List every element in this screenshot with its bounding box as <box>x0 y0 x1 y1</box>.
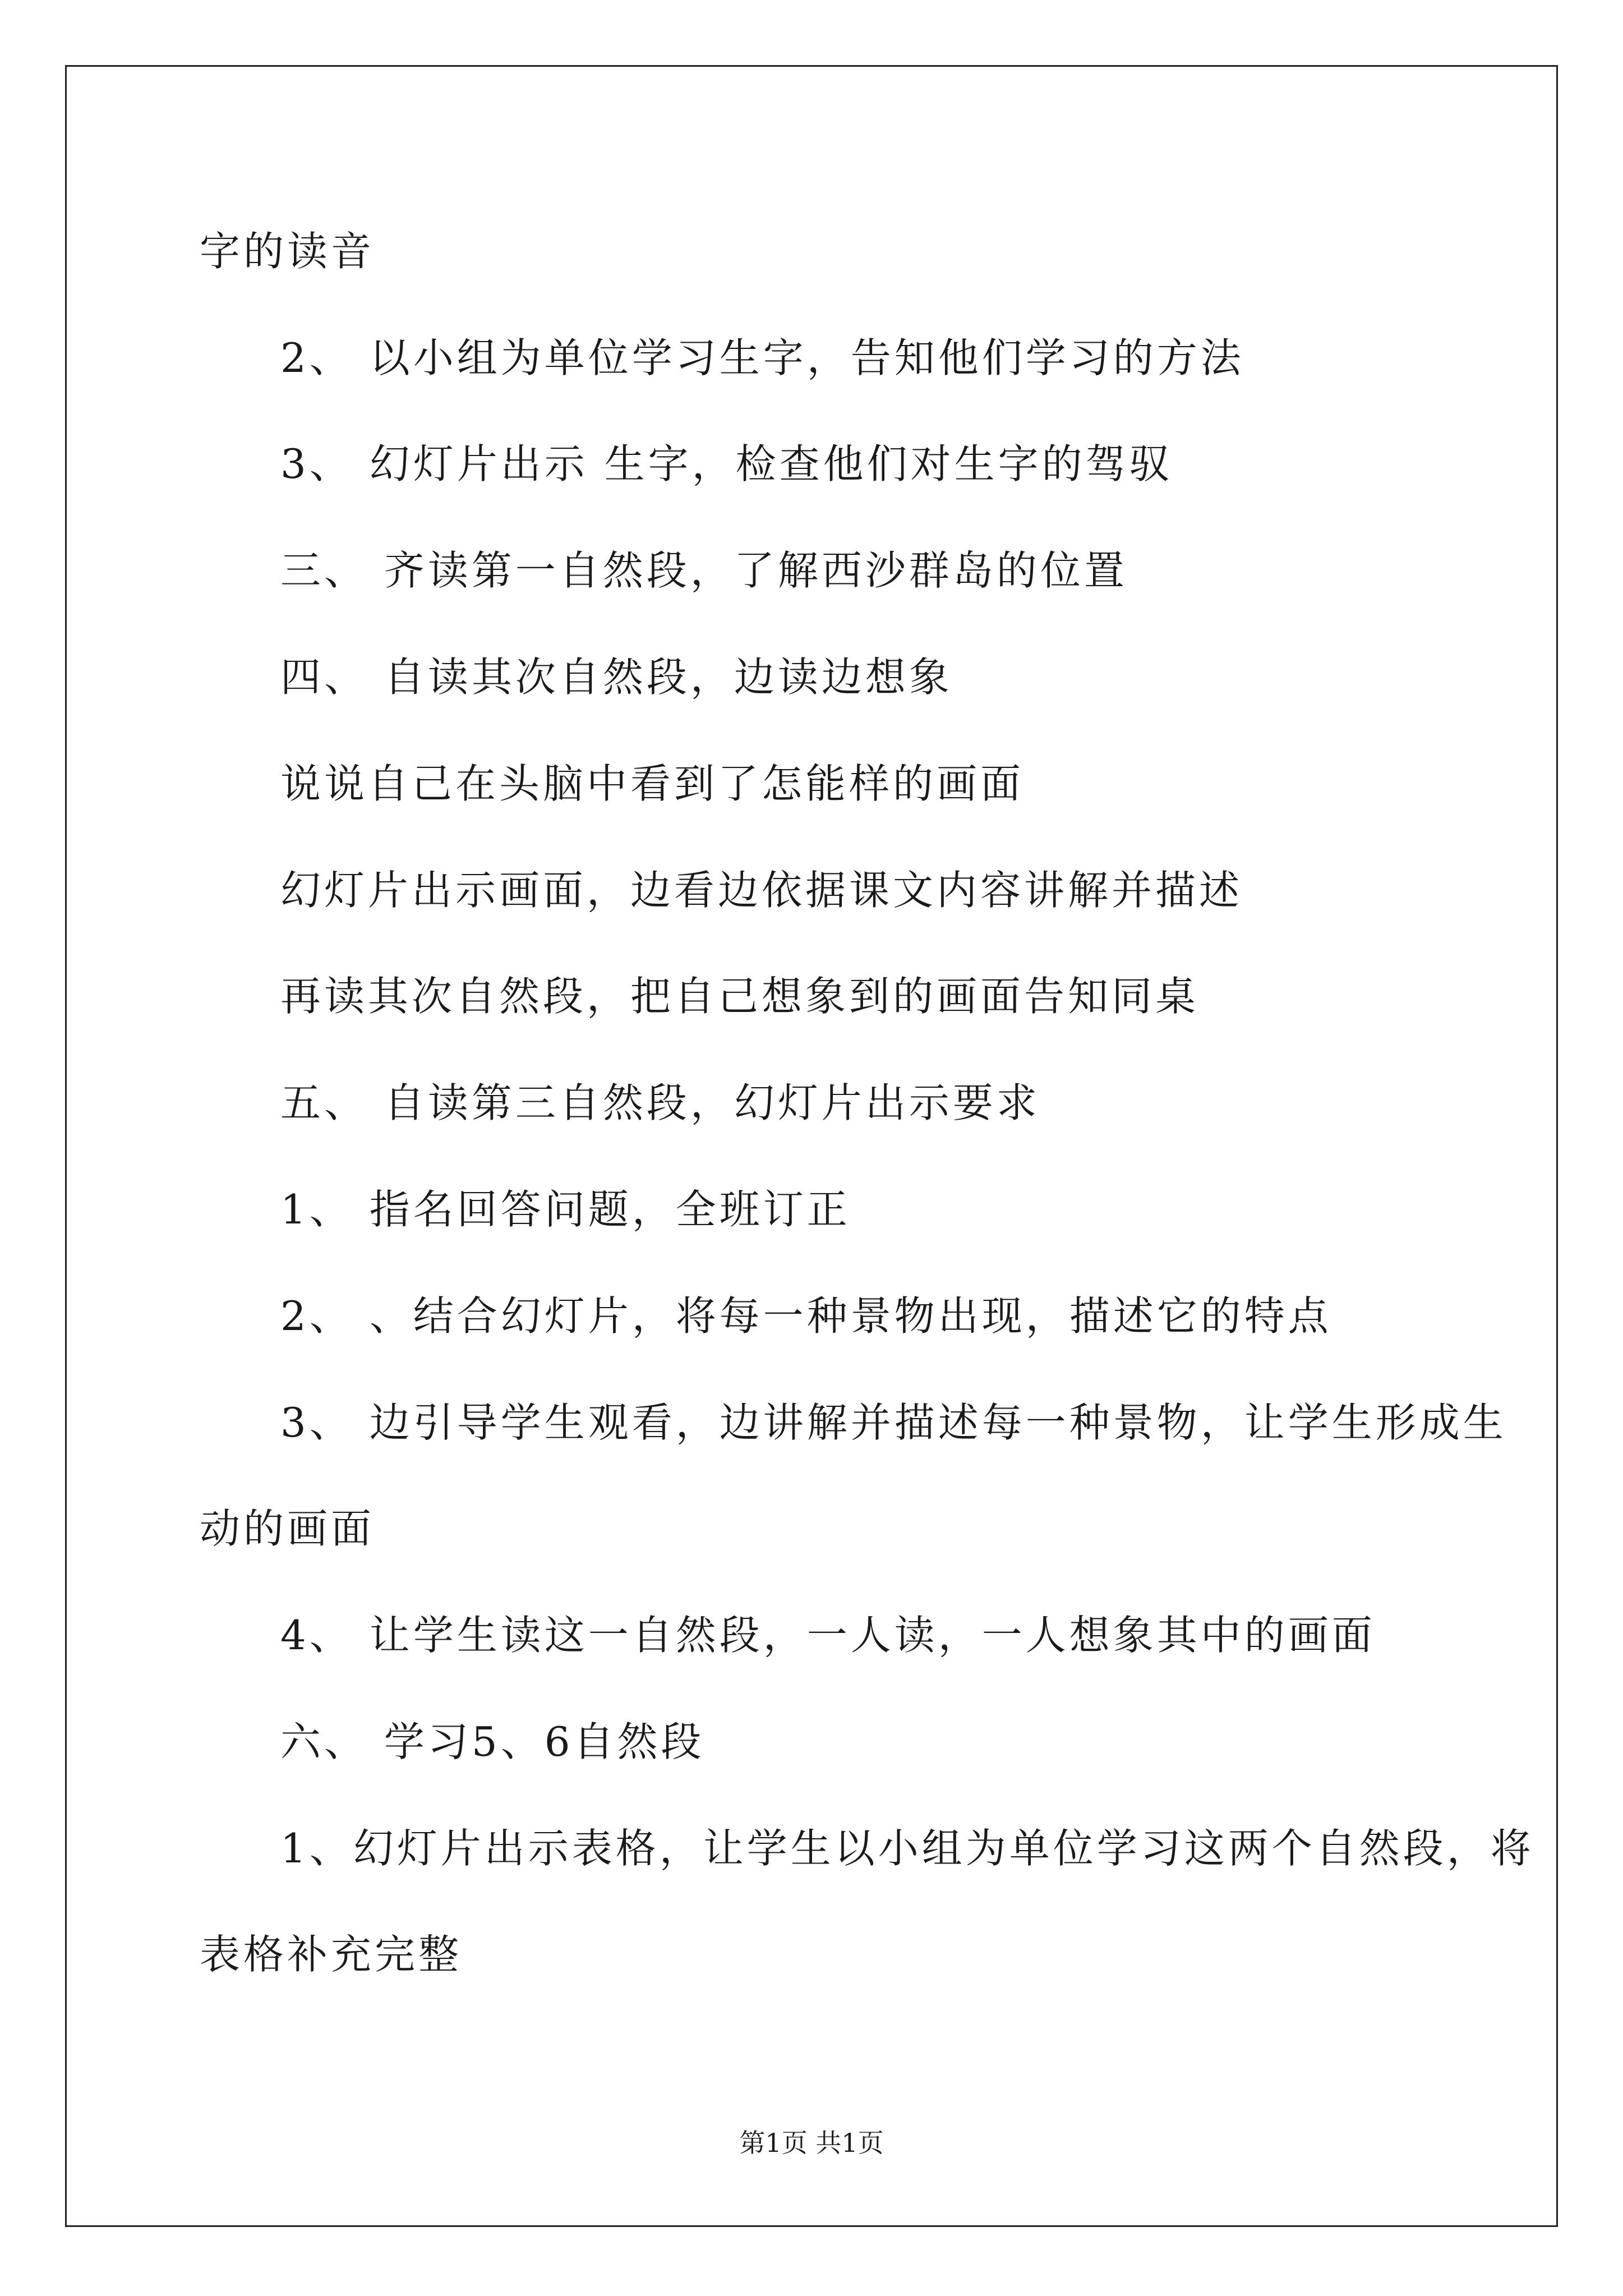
text-line: 字的读音 <box>200 228 375 275</box>
text-line: 3、 幻灯片出示 生字，检查他们对生字的驾驭 <box>280 440 1173 487</box>
text-line: 2、 、结合幻灯片，将每一种景物出现，描述它的特点 <box>280 1292 1332 1340</box>
text-line: 再读其次自然段，把自己想象到的画面告知同桌 <box>280 973 1200 1020</box>
text-line: 六、 学习5、6自然段 <box>280 1718 705 1765</box>
text-line: 说说自己在头脑中看到了怎能样的画面 <box>280 760 1025 807</box>
page-frame <box>65 65 1558 2227</box>
page-footer: 第1页 共1页 <box>739 2128 884 2158</box>
text-line: 三、 齐读第一自然段，了解西沙群岛的位置 <box>280 547 1128 594</box>
text-line: 1、幻灯片出示表格，让学生以小组为单位学习这两个自然段，将 <box>280 1825 1534 1872</box>
text-line: 1、 指名回答问题，全班订正 <box>280 1186 851 1233</box>
text-line: 2、 以小组为单位学习生字，告知他们学习的方法 <box>280 334 1244 381</box>
text-line: 四、 自读其次自然段，边读边想象 <box>280 654 953 701</box>
text-line: 表格补充完整 <box>200 1931 463 1978</box>
text-line: 3、 边引导学生观看，边讲解并描述每一种景物，让学生形成生 <box>280 1399 1507 1446</box>
text-line: 五、 自读第三自然段，幻灯片出示要求 <box>280 1079 1040 1126</box>
text-line: 幻灯片出示画面，边看边依据课文内容讲解并描述 <box>280 867 1243 914</box>
text-line: 4、 让学生读这一自然段，一人读，一人想象其中的画面 <box>280 1612 1376 1659</box>
text-line: 动的画面 <box>200 1505 375 1552</box>
